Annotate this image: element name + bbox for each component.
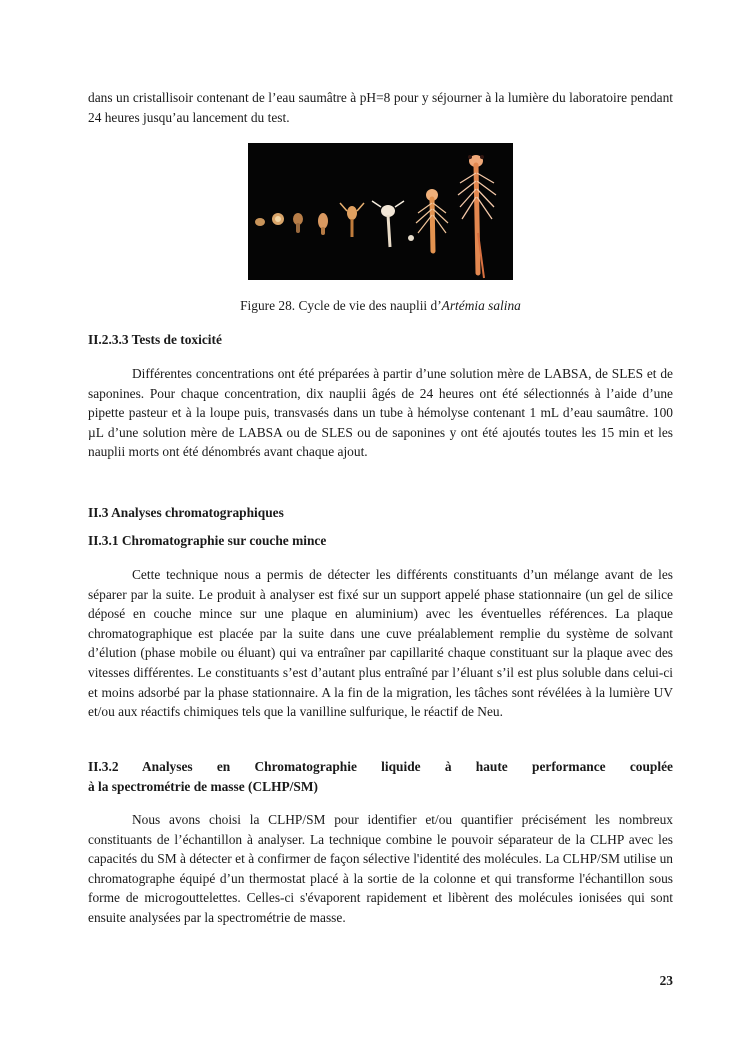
artemia-life-cycle-figure (248, 143, 513, 280)
caption-species: Artémia salina (441, 298, 521, 313)
heading-hplc-ms-line1: II.3.2 Analyses en Chromatographie liquide à haute performance couplée (88, 759, 673, 774)
artemia-life-cycle-image (248, 143, 513, 280)
heading-toxicity-tests: II.2.3.3 Tests de toxicité (88, 332, 222, 347)
hplc-ms-paragraph: Nous avons choisi la CLHP/SM pour identifier et/ou quantifier précisément les nombreux constituants de l’échantillon à analyser. La technique combine le pouvoir séparateur de la CLHP avec les capacités du SM à détecter et à confirmer de façon sélective l'identité des molécules. La CLHP/SM utilise un chromatographe équipé d’un thermostat placé à la sortie de la colonne et qui transforme l'échantillon sous forme de microgouttelettes. Celles-ci s'évaporent rapidement et libèrent des molécules ionisées qui sont ensuite analysées par la spectrométrie de masse. (88, 812, 673, 925)
heading-hplc-ms-line2: à la spectrométrie de masse (CLHP/SM) (88, 778, 318, 794)
intro-paragraph: dans un cristallisoir contenant de l’eau saumâtre à pH=8 pour y séjourner à la lumière du laboratoire pendant 24 heures jusqu’au lancement du test. (88, 90, 673, 125)
heading-hplc-ms (88, 757, 673, 796)
heading-thin-layer-chromatography: II.3.1 Chromatographie sur couche mince (88, 533, 327, 548)
figure-caption (88, 296, 673, 315)
tlc-paragraph: Cette technique nous a permis de détecter les différents constituants d’un mélange avant de les séparer par la suite. Le produit à analyser est fixé sur un support appelé phase stationnaire (un gel de silice déposé en couche mince sur une plaque en aluminium) avec les éventuelles références. La plaque chromatographique est placée par la suite dans une cuve préalablement remplie du système de solvant d’élution (phase mobile ou éluant) qui va entraîner par capillarité chaque constituant sur la plaque avec des vitesses différentes. Le constituants s’est d’autant plus entraîné par l’éluant s’il est plus soluble dans celui-ci et moins adsorbé par la phase stationnaire. A la fin de la migration, les tâches sont révélées à la lumière UV et/ou aux réactifs chimiques tels que la vanilline sulfurique, le réactif de Neu. (88, 567, 673, 720)
toxicity-paragraph: Différentes concentrations ont été préparées à partir d’une solution mère de LABSA, de SLES et de saponines. Pour chaque concentration, dix nauplii âgés de 24 heures ont été sélectionnés à l’aide d’une pipette pasteur et à la loupe puis, transvasés dans un tube à hémolyse contenant 1 mL d’eau saumâtre. 100 µL d’une solution mère de LABSA ou de SLES ou de saponines y ont été ajoutés toutes les 15 min et les nauplii morts ont été dénombrés avant chaque ajout. (88, 366, 673, 460)
stage-cyst-1 (255, 218, 265, 226)
heading-chromatographic-analyses: II.3 Analyses chromatographiques (88, 505, 284, 520)
caption-text: Figure 28. Cycle de vie des nauplii d’ (240, 298, 442, 313)
page-number: 23 (659, 973, 673, 988)
